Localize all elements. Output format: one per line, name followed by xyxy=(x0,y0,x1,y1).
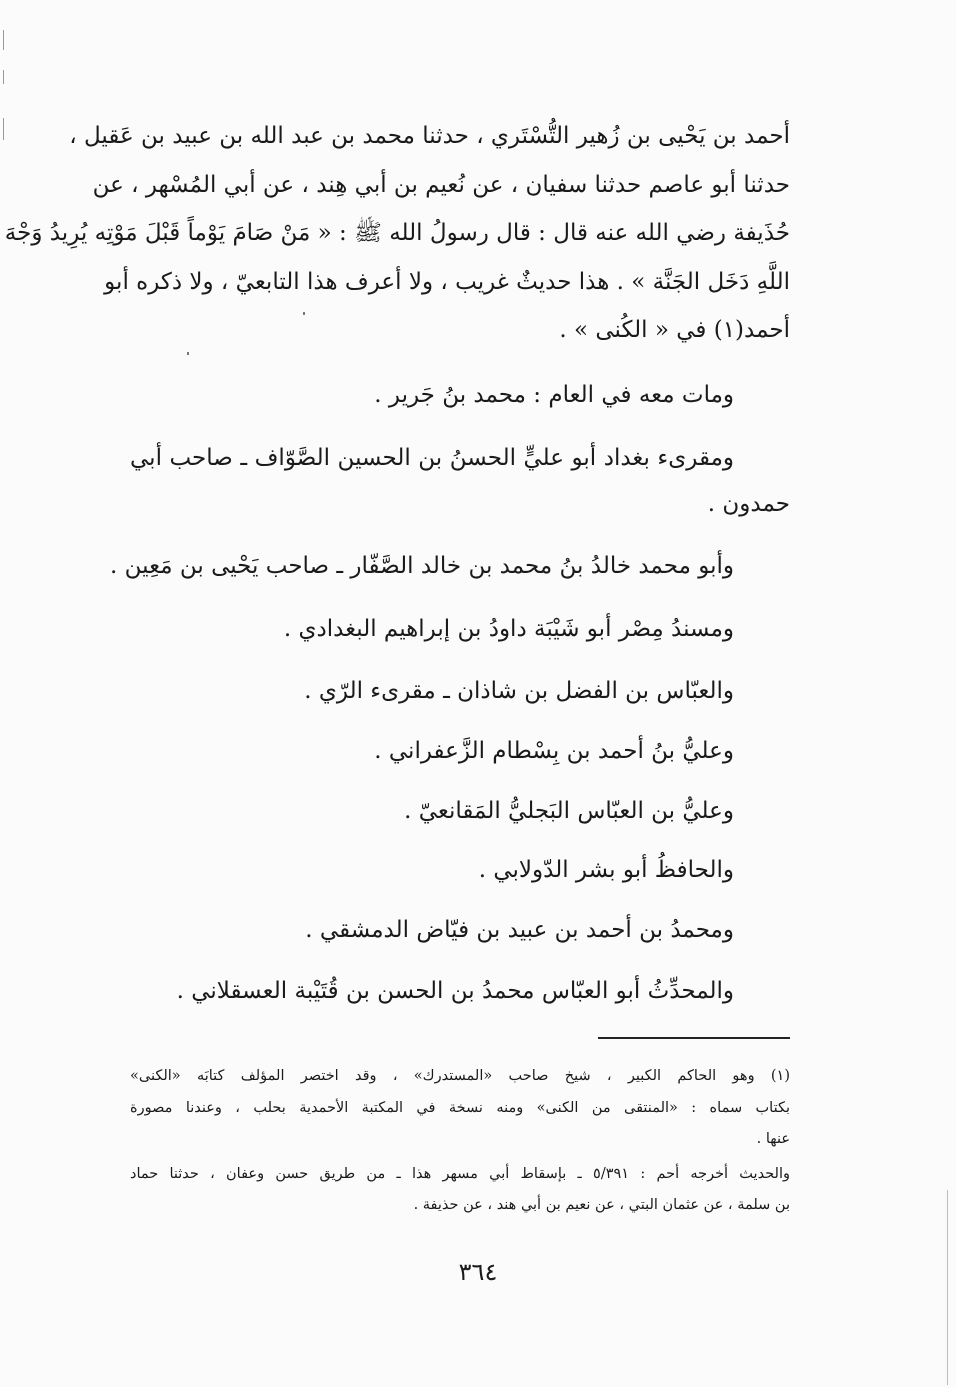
body-line-7: ومقرىء بغداد أبو عليٍّ الحسنُ بن الحسين الصَّوّاف ـ صاحب أبي xyxy=(130,445,734,471)
footnote-line-5: بن سلمة ، عن عثمان البتي ، عن نعيم بن أبي هند ، عن حذيفة . xyxy=(413,1197,790,1213)
body-line-4: اللَّهِ دَخَل الجَنَّة » . هذا حديثٌ غريب ، ولا أعرف هذا التابعيّ ، ولا ذكره أبو xyxy=(104,269,790,295)
footnote-line-3: عنها . xyxy=(756,1131,790,1147)
footnote-line-4: والحديث أخرجه أحم : ٥/٣٩١ ـ بإسقاط أبي مسهر هذا ـ من طريق حسن وعفان ، حدثنا حماد xyxy=(130,1166,791,1182)
page-number: ٣٦٤ xyxy=(458,1258,498,1286)
scan-edge-mark xyxy=(3,70,4,84)
body-line-10: ومسندُ مِصْر أبو شَيْبَة داودُ بن إبراهيم البغدادي . xyxy=(283,616,734,642)
body-line-15: ومحمدُ بن أحمد بن عبيد بن فيّاض الدمشقي . xyxy=(305,917,734,943)
footnote-line-2: بكتاب سماه : «المنتقى من الكنى» ومنه نسخة في المكتبة الأحمدية بحلب ، وعندنا مصورة xyxy=(130,1100,790,1116)
scan-edge-mark xyxy=(3,118,4,140)
footnote-line-1: (١) وهو الحاكم الكبير ، شيخ صاحب «المستدرك» ، وقد اختصر المؤلف كتابَه «الكنى» xyxy=(130,1068,790,1084)
body-line-11: والعبّاس بن الفضل بن شاذان ـ مقرىء الرّي . xyxy=(304,678,734,704)
body-line-3: حُذَيفة رضي الله عنه قال : قال رسولُ الله ﷺ : « مَنْ صَامَ يَوْماً قَبْلَ مَوْتِه يُرِيدُ وَجْهَ xyxy=(4,220,790,246)
body-line-1: أحمد بن يَحْيى بن زُهير التُّسْتَري ، حدثنا محمد بن عبد الله بن عبيد بن عَقيل ، xyxy=(69,123,790,149)
body-line-8: حمدون . xyxy=(707,491,790,517)
body-line-2: حدثنا أبو عاصم حدثنا سفيان ، عن نُعيم بن أبي هِند ، عن أبي المُسْهر ، عن xyxy=(92,172,790,198)
scan-edge-mark xyxy=(947,1190,948,1385)
body-line-14: والحافظُ أبو بشر الدّولابي . xyxy=(478,857,734,883)
body-line-6: ومات معه في العام : محمد بنُ جَرير . xyxy=(374,382,734,408)
body-line-12: وعليُّ بنُ أحمد بن بِسْطام الزَّعفراني . xyxy=(374,738,734,764)
body-line-5: أحمد(١) في « الكُنى » . xyxy=(559,317,790,343)
footnote-separator xyxy=(598,1037,790,1039)
body-line-9: وأبو محمد خالدُ بنُ محمد بن خالد الصَّفّار ـ صاحب يَحْيى بن مَعِين . xyxy=(110,553,734,579)
body-line-13: وعليُّ بن العبّاس البَجليُّ المَقانعيّ . xyxy=(404,798,734,824)
scan-edge-mark xyxy=(3,30,4,50)
scan-speck xyxy=(187,352,189,355)
scan-speck xyxy=(303,312,305,315)
body-line-16: والمحدِّثُ أبو العبّاس محمدُ بن الحسن بن قُتَيْبة العسقلاني . xyxy=(176,978,734,1004)
